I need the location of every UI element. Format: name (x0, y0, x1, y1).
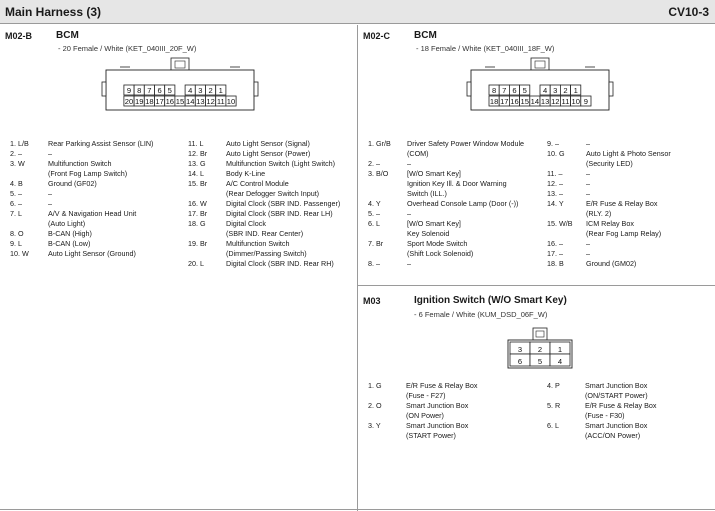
pin-description: Key Solenoid (407, 229, 450, 238)
pin-description: Body K-Line (226, 169, 266, 178)
pin-list-m02b-left (10, 139, 185, 259)
pin-description: Overhead Console Lamp (Door (-)) (407, 199, 519, 208)
pin-row (188, 199, 356, 209)
pin-number: 16. W (188, 199, 207, 208)
pin-list-m02b-right (188, 139, 356, 269)
pin-number: 9. – (547, 139, 559, 148)
pin-number: 1. Gr/B (368, 139, 391, 148)
pin-row (368, 249, 544, 259)
pin-number: 17. – (547, 249, 563, 258)
pin-label: 3 (198, 85, 203, 95)
pin-number: 11. – (547, 169, 563, 178)
pin-description: Digital Clock (SBR IND. Rear LH) (226, 209, 333, 218)
pin-row (547, 391, 713, 401)
pin-row (188, 169, 356, 179)
pin-row (368, 199, 544, 209)
pin-row (368, 259, 544, 269)
pin-label: 20 (124, 96, 134, 106)
pin-row (368, 159, 544, 169)
pin-number: 10. W (10, 249, 29, 258)
pin-label: 4 (557, 356, 563, 366)
pin-label: 6 (517, 356, 523, 366)
pin-description: B-CAN (Low) (48, 239, 91, 248)
pin-row (368, 179, 544, 189)
pin-number: 13. – (547, 189, 563, 198)
pin-row (188, 139, 356, 149)
pin-number: 18. G (188, 219, 206, 228)
pin-label: 17 (500, 96, 509, 106)
pin-description: B-CAN (High) (48, 229, 92, 238)
side-tab (609, 82, 613, 96)
pin-number: 3. Y (368, 421, 381, 430)
pin-label: 11 (561, 96, 570, 106)
pin-row (188, 239, 356, 249)
pin-label: 5 (537, 356, 543, 366)
pin-label: 15 (175, 96, 185, 106)
pin-description: [W/O Smart Key] (407, 169, 461, 178)
pin-row (10, 189, 185, 199)
pin-description: (SBR IND. Rear Center) (226, 229, 304, 238)
pin-description: Smart Junction Box (585, 381, 648, 390)
pin-row (10, 199, 185, 209)
pin-number: 5. – (10, 189, 22, 198)
pin-description: (Fuse - F30) (585, 411, 625, 420)
pin-number: 15. W/B (547, 219, 573, 228)
pin-description: [W/O Smart Key] (407, 219, 461, 228)
pin-number: 1. L/B (10, 139, 29, 148)
latch-inner (535, 61, 545, 68)
pin-description: E/R Fuse & Relay Box (406, 381, 478, 390)
pin-list-m02c-left (368, 139, 544, 269)
pin-description: (RLY. 2) (586, 209, 612, 218)
pin-label: 3 (553, 85, 558, 95)
pin-label: 1 (573, 85, 578, 95)
pin-description: Smart Junction Box (406, 401, 469, 410)
pin-number: 8. – (368, 259, 380, 268)
pin-row (368, 411, 544, 421)
pin-description: (ACC/ON Power) (585, 431, 641, 440)
pin-number: 10. G (547, 149, 565, 158)
pin-row (547, 139, 713, 149)
pin-row (10, 159, 185, 169)
pin-description: Smart Junction Box (585, 421, 648, 430)
pin-description: Smart Junction Box (406, 421, 469, 430)
pin-number: 2. O (368, 401, 382, 410)
pin-number: 3. W (10, 159, 25, 168)
pin-row (547, 149, 713, 159)
pin-row (368, 401, 544, 411)
pin-list-m03-right (547, 381, 713, 441)
connector-id-m03: M03 (363, 296, 381, 306)
pin-description: (ON/START Power) (585, 391, 648, 400)
pin-number: 7. Br (368, 239, 384, 248)
page-header (0, 0, 715, 24)
pin-description: Digital Clock (SBR IND. Rear RH) (226, 259, 334, 268)
pin-description: – (48, 189, 52, 198)
pin-row (188, 219, 356, 229)
pin-label: 16 (510, 96, 519, 106)
pin-description: – (48, 149, 52, 158)
pin-description: Multifunction Switch (226, 239, 290, 248)
pin-label: 2 (563, 85, 568, 95)
pin-description: ICM Relay Box (586, 219, 634, 228)
pin-row (368, 431, 544, 441)
pin-row (547, 179, 713, 189)
pin-description: Ignition Key Ill. & Door Warning (407, 179, 507, 188)
pin-number: 2. – (10, 149, 22, 158)
pin-label: 13 (196, 96, 205, 106)
pin-label: 7 (147, 85, 152, 95)
side-tab (102, 82, 106, 96)
pin-description: – (407, 159, 411, 168)
pin-number: 5. – (368, 209, 380, 218)
pin-description: Rear Parking Assist Sensor (LIN) (48, 139, 154, 148)
pin-description: A/V & Navigation Head Unit (48, 209, 137, 218)
pin-description: (Security LED) (586, 159, 633, 168)
connector-name-m02c: BCM (414, 30, 437, 41)
pin-row (368, 139, 544, 149)
connector-name-m02b: BCM (56, 30, 79, 41)
pin-label: 12 (551, 96, 560, 106)
pin-label: 18 (489, 96, 499, 106)
pin-row (547, 209, 713, 219)
pin-row (547, 421, 713, 431)
pin-description: Driver Safety Power Window Module (407, 139, 525, 148)
pin-label: 8 (137, 85, 142, 95)
pin-description: Ground (GM02) (586, 259, 637, 268)
side-tab (254, 82, 258, 96)
pin-description: – (48, 199, 52, 208)
pin-row (547, 199, 713, 209)
pin-label: 7 (502, 85, 507, 95)
pin-row (10, 249, 185, 259)
connector-desc-m02c: - 18 Female / White (KET_040III_18F_W) (416, 44, 555, 53)
pin-description: Ground (GF02) (48, 179, 97, 188)
pin-row (188, 259, 356, 269)
pin-row (10, 149, 185, 159)
pin-row (10, 169, 185, 179)
pin-number: 12. Br (188, 149, 208, 158)
pin-row (188, 249, 356, 259)
pin-label: 4 (188, 85, 193, 95)
pin-label: 19 (134, 96, 144, 106)
pin-label: 5 (522, 85, 527, 95)
pin-row (368, 239, 544, 249)
pin-label: 6 (157, 85, 162, 95)
pin-row (547, 381, 713, 391)
pin-row (547, 249, 713, 259)
pin-description: – (407, 209, 411, 218)
pin-number: 4. Y (368, 199, 381, 208)
connector-id-m02b: M02-B (5, 31, 33, 41)
pin-label: 5 (167, 85, 172, 95)
pin-number: 4. B (10, 179, 23, 188)
pin-description: E/R Fuse & Relay Box (585, 401, 657, 410)
pin-description: – (407, 259, 411, 268)
pin-row (368, 169, 544, 179)
pin-label: 9 (583, 96, 589, 106)
pin-label: 2 (208, 85, 213, 95)
pin-number: 6. – (10, 199, 22, 208)
pin-row (10, 239, 185, 249)
connector-desc-m02b: - 20 Female / White (KET_040III_20F_W) (58, 44, 197, 53)
pin-number: 2. – (368, 159, 380, 168)
pin-number: 16. – (547, 239, 563, 248)
pin-label: 18 (145, 96, 154, 106)
pin-row (547, 189, 713, 199)
pin-label: 8 (491, 85, 497, 95)
pin-description: – (586, 239, 590, 248)
pin-number: 18. B (547, 259, 564, 268)
pin-number: 17. Br (188, 209, 208, 218)
pin-label: 14 (185, 96, 195, 106)
pin-row (547, 229, 713, 239)
connector-diagram-m03 (500, 326, 580, 370)
pin-label: 17 (155, 96, 164, 106)
pin-description: Auto Light Sensor (Ground) (48, 249, 136, 258)
pin-description: Digital Clock (226, 219, 266, 228)
pin-number: 12. – (547, 179, 563, 188)
pin-row (188, 179, 356, 189)
connector-name-m03: Ignition Switch (W/O Smart Key) (414, 295, 567, 306)
pin-number: 6. L (547, 421, 559, 430)
pin-number: 5. R (547, 401, 561, 410)
pin-description: (Dimmer/Passing Switch) (226, 249, 307, 258)
pin-label: 4 (542, 85, 548, 95)
pin-description: E/R Fuse & Relay Box (586, 199, 658, 208)
pin-description: – (586, 139, 590, 148)
horizontal-divider (358, 285, 715, 286)
pin-number: 7. L (10, 209, 22, 218)
pin-description: Digital Clock (SBR IND. Passenger) (226, 199, 341, 208)
pin-row (368, 149, 544, 159)
pin-description: (Auto Light) (48, 219, 86, 228)
pin-description: Multifunction Switch (48, 159, 112, 168)
pin-row (188, 209, 356, 219)
pin-number: 19. Br (188, 239, 208, 248)
pin-list-m03-left (368, 381, 544, 441)
pin-description: (Rear Fog Lamp Relay) (586, 229, 662, 238)
bottom-border (0, 509, 715, 510)
pin-label: 1 (218, 85, 223, 95)
pin-description: (COM) (407, 149, 429, 158)
pin-number: 4. P (547, 381, 560, 390)
pin-number: 3. B/O (368, 169, 389, 178)
pin-number: 8. O (10, 229, 24, 238)
connector-diagram-m02b (100, 56, 260, 116)
pin-description: (Shift Lock Solenoid) (407, 249, 474, 258)
connector-desc-m03: - 6 Female / White (KUM_DSD_06F_W) (414, 310, 548, 319)
pin-description: Auto Light Sensor (Signal) (226, 139, 310, 148)
pin-number: 15. Br (188, 179, 208, 188)
pin-description: (Rear Defogger Switch Input) (226, 189, 320, 198)
pin-row (547, 159, 713, 169)
pin-label: 6 (512, 85, 517, 95)
vertical-divider (357, 25, 358, 511)
pin-number: 6. L (368, 219, 380, 228)
pin-description: Sport Mode Switch (407, 239, 468, 248)
pin-label: 10 (226, 96, 236, 106)
pin-number: 11. L (188, 139, 204, 148)
pin-row (188, 149, 356, 159)
connector-diagram-m02c (465, 56, 615, 116)
pin-description: (ON Power) (406, 411, 444, 420)
pin-row (188, 189, 356, 199)
pin-row (188, 229, 356, 239)
pin-description: – (586, 189, 590, 198)
pin-row (368, 381, 544, 391)
pin-list-m02c-right (547, 139, 713, 269)
pin-row (368, 209, 544, 219)
pin-row (368, 189, 544, 199)
pin-row (547, 219, 713, 229)
pin-description: Switch (ILL.) (407, 189, 447, 198)
pin-label: 12 (206, 96, 215, 106)
pin-description: (START Power) (406, 431, 456, 440)
page-title: Main Harness (3) (5, 5, 102, 19)
pin-label: 16 (165, 96, 175, 106)
pin-label: 15 (520, 96, 529, 106)
pin-number: 13. G (188, 159, 206, 168)
side-tab (467, 82, 471, 96)
pin-number: 9. L (10, 239, 22, 248)
pin-row (10, 179, 185, 189)
pin-description: Auto Light Sensor (Power) (226, 149, 311, 158)
pin-row (368, 421, 544, 431)
pin-label: 9 (126, 85, 132, 95)
pin-row (547, 411, 713, 421)
pin-number: 14. Y (547, 199, 564, 208)
pin-row (368, 391, 544, 401)
pin-description: Auto Light & Photo Sensor (586, 149, 671, 158)
pin-row (188, 159, 356, 169)
pin-row (547, 259, 713, 269)
pin-label: 2 (537, 344, 543, 354)
pin-number: 1. G (368, 381, 382, 390)
pin-row (368, 229, 544, 239)
pin-row (10, 229, 185, 239)
pin-row (547, 431, 713, 441)
pin-row (10, 219, 185, 229)
pin-number: 20. L (188, 259, 204, 268)
pin-description: (Fuse - F27) (406, 391, 446, 400)
pin-label: 3 (517, 344, 523, 354)
pin-description: Multifunction Switch (Light Switch) (226, 159, 336, 168)
pin-label: 10 (571, 96, 580, 106)
pin-label: 14 (530, 96, 540, 106)
pin-label: 13 (540, 96, 550, 106)
pin-label: 1 (557, 344, 563, 354)
pin-row (547, 239, 713, 249)
pin-description: – (586, 249, 590, 258)
pin-description: (Front Fog Lamp Switch) (48, 169, 128, 178)
pin-row (547, 401, 713, 411)
pin-label: 11 (216, 96, 225, 106)
pin-row (547, 169, 713, 179)
pin-description: – (586, 169, 590, 178)
connector-id-m02c: M02-C (363, 31, 391, 41)
pin-description: A/C Control Module (226, 179, 289, 188)
latch-inner (536, 331, 544, 337)
pin-row (10, 139, 185, 149)
pin-number: 14. L (188, 169, 204, 178)
pin-row (10, 209, 185, 219)
pin-description: – (586, 179, 590, 188)
page-code: CV10-3 (668, 5, 709, 19)
latch-inner (175, 61, 185, 68)
pin-row (368, 219, 544, 229)
